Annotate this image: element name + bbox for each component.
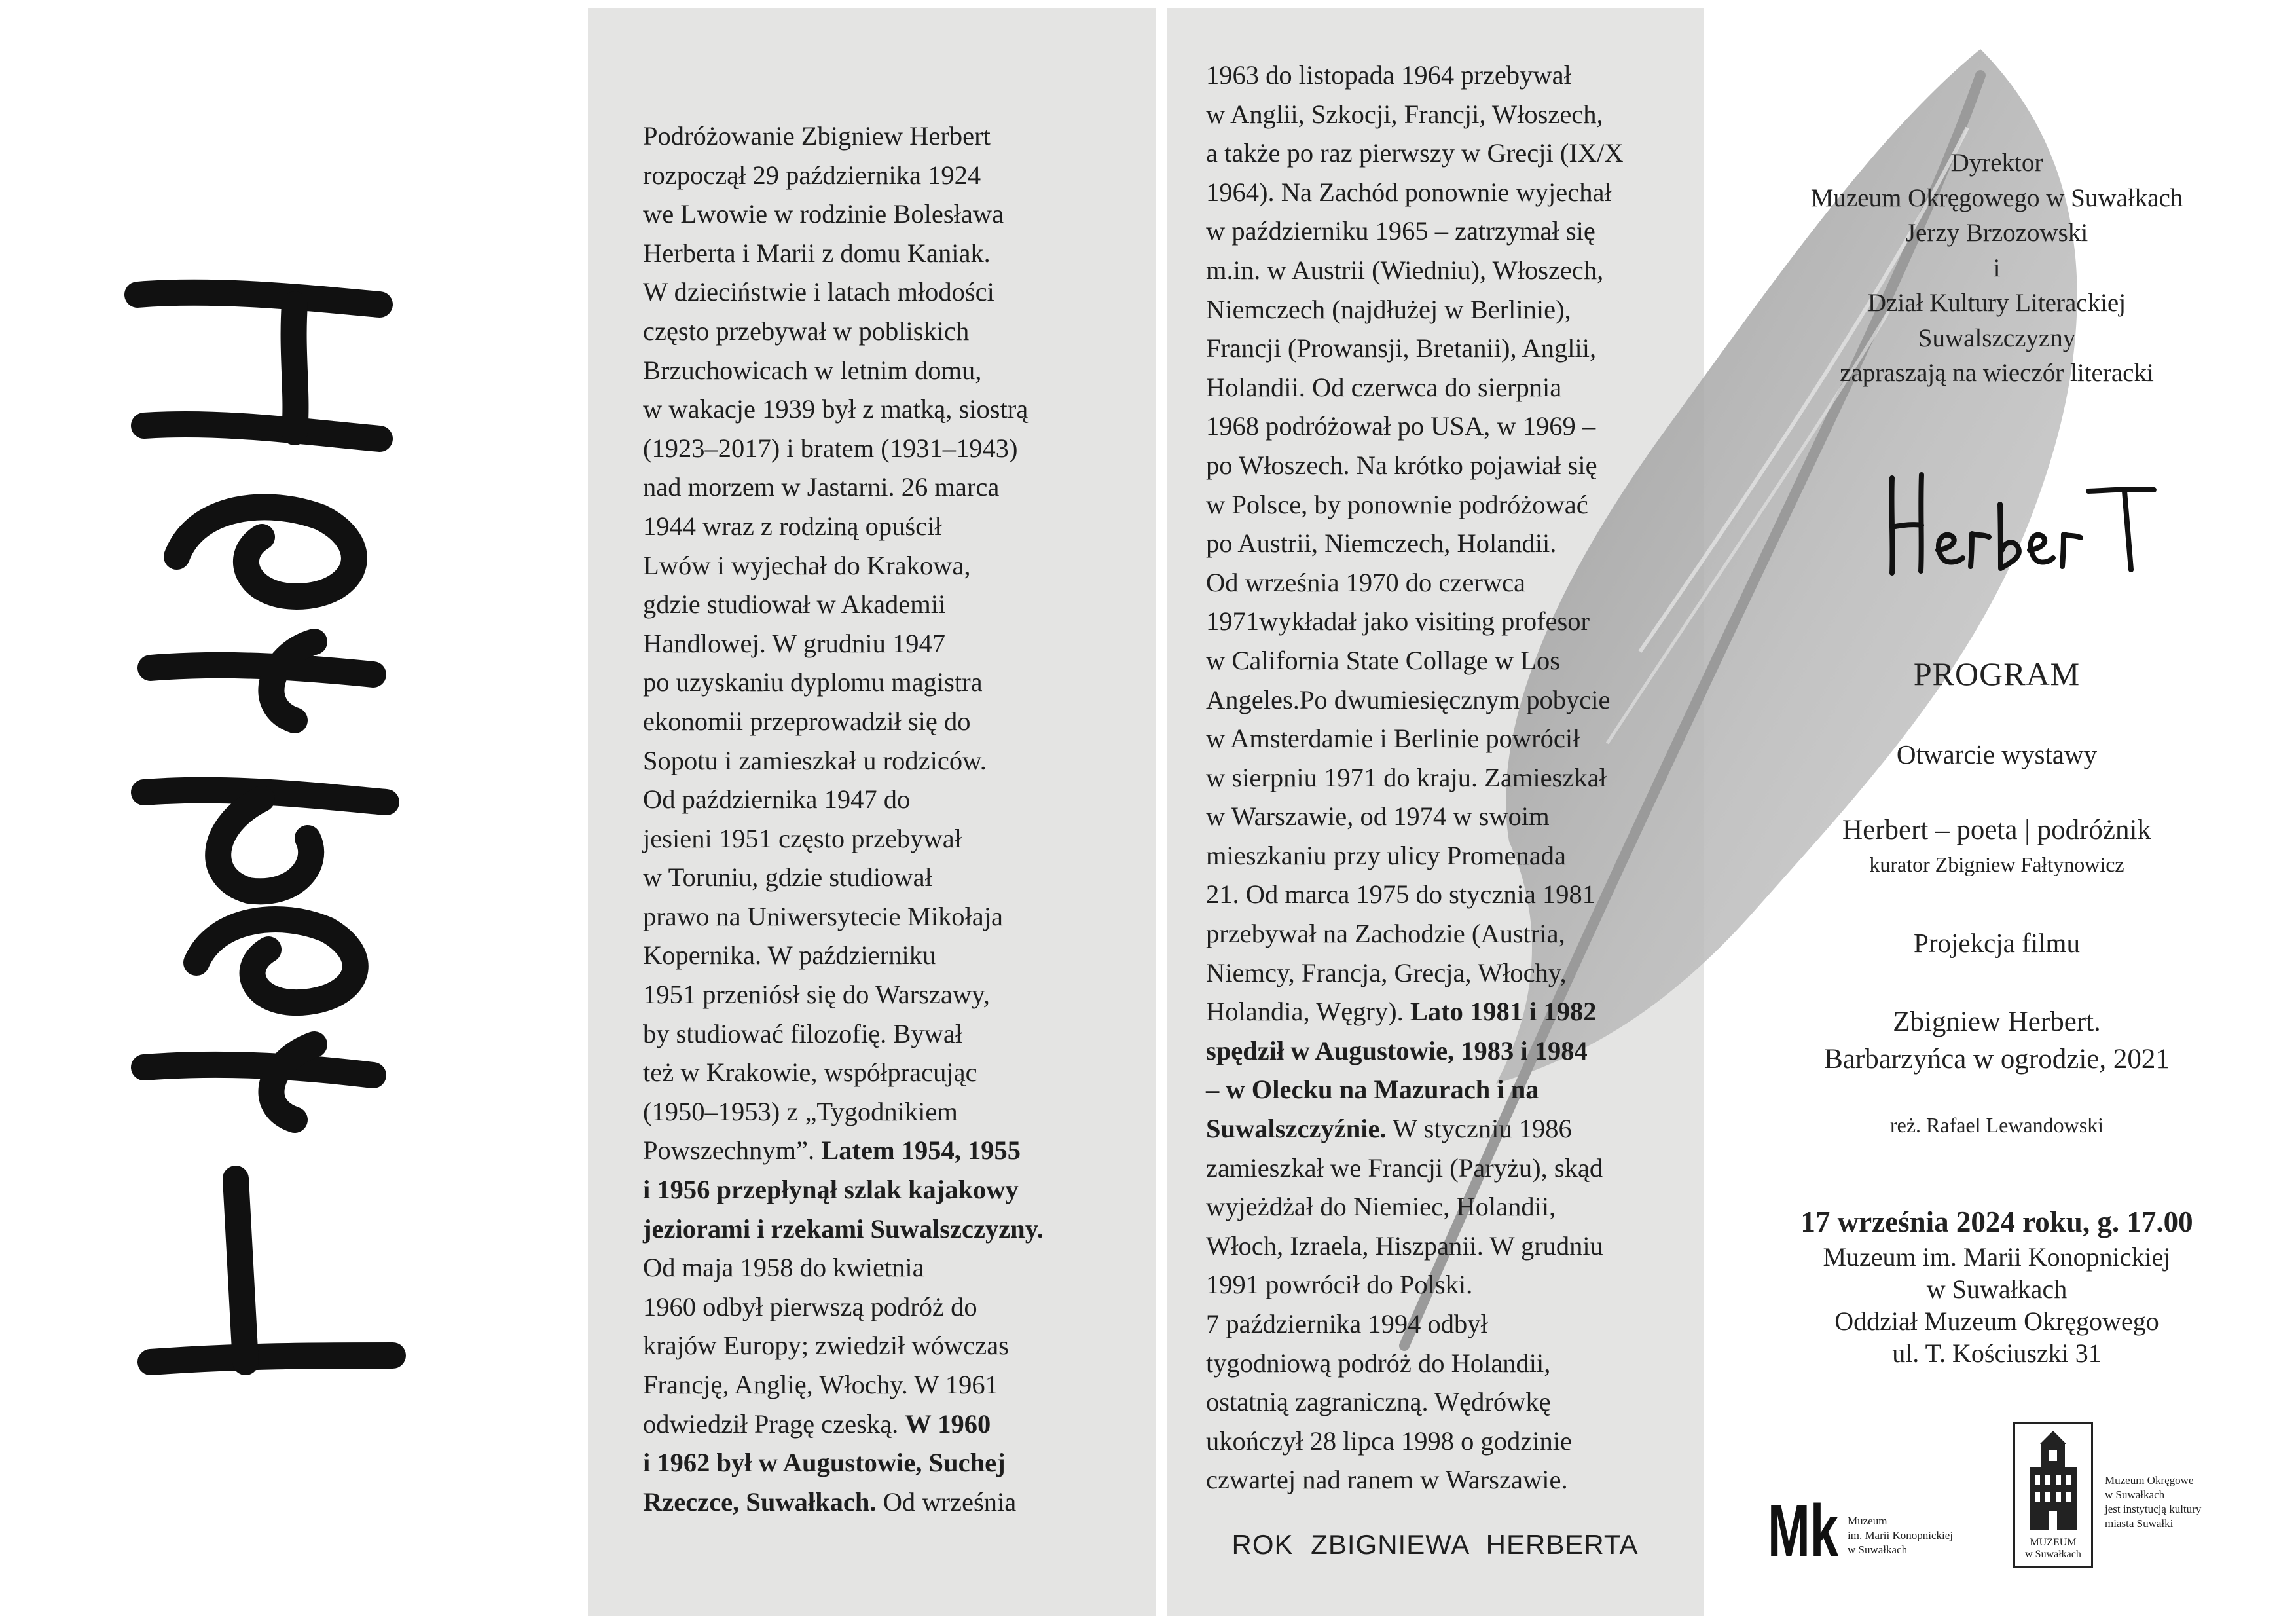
signature-vertical-logo — [98, 249, 406, 1401]
invitation-header: Dyrektor Muzeum Okręgowego w Suwałkach Jerzy Brzozowski i Dział Kultury Literackiej Suwalszczyzny zapraszają na wieczór literacki — [1810, 149, 2183, 387]
event-venue: Muzeum im. Marii Konopnickiej w Suwałkach Oddział Muzeum Okręgowego ul. T. Kościuszki 31 — [1823, 1242, 2171, 1368]
highlighted-passage: W 1960 i 1962 był w Augustowie, Suchej Rzeczce, Suwałkach. — [643, 1409, 1006, 1517]
program-item-screening: Projekcja filmu — [1914, 928, 2080, 958]
text-passage: Od maja 1958 do kwietnia 1960 odbył pierwszą podróż do krajów Europy; zwiedził wówczas Francję, Anglię, Włochy. W 1961 odwiedził Pragę czeską. — [643, 1253, 1009, 1439]
regional-museum-logo-text: Muzeum Okręgowe w Suwałkach jest instytucją kultury miasta Suwałki — [2105, 1474, 2202, 1530]
text-passage: W styczniu 1986 zamieszkał we Francji (Paryżu), skąd wyjeżdżał do Niemiec, Holandii, Włoch, Izraela, Hiszpanii. W grudniu 1991 powrócił do Polski. 7 października 1994 odbył tygodniową podróż do Holandii, ostatnią zagraniczną. Wędrówkę ukończył 28 lipca 1998 o godzinie czwartej nad ranem w Warszawie. — [1206, 1114, 1603, 1495]
highlighted-passage: Latem 1954, 1955 i 1956 przepłynął szlak kajakowy jeziorami i rzekami Suwalszczyzny. — [643, 1135, 1044, 1244]
regional-museum-logo — [2013, 1422, 2229, 1573]
text-passage: Podróżowanie Zbigniew Herbert rozpoczął 29 października 1924 we Lwowie w rodzinie Bolesława Herberta i Marii z domu Kaniak. W dzieciństwie i latach młodości często przebywał w pobliskich Brzuchowicach w letnim domu, w wakacje 1939 był z matką, siostrą (1923–2017) i bratem (1931–1943) nad morzem w Jastarni. 26 marca 1944 wraz z rodziną opuścił Lwów i wyjechał do Krakowa, gdzie studiował w Akademii Handlowej. W grudniu 1947 po uzyskaniu dyplomu magistra ekonomii przeprowadził się do Sopotu i zamieszkał u rodziców. Od października 1947 do jesieni 1951 często przebywał w Toruniu, gdzie studiował prawo na Uniwersytecie Mikołaja Kopernika. W październiku 1951 przeniósł się do Warszawy, by studiować filozofię. Bywał też w Krakowie, współpracując (1950–1953) z „Tygodnikiem Powszechnym”. — [643, 121, 1029, 1166]
museum-emblem-label: MUZEUM w Suwałkach — [2025, 1537, 2081, 1560]
film-title: Zbigniew Herbert. Barbarzyńca w ogrodzie, 2021 — [1824, 1006, 2170, 1075]
director-credit: reż. Rafael Lewandowski — [1889, 1113, 2104, 1137]
curator-credit: kurator Zbigniew Fałtynowicz — [1869, 853, 2124, 876]
biography-column-2 — [1206, 56, 1704, 1500]
konopnicka-museum-logo — [1768, 1486, 1964, 1565]
biography-column-1 — [643, 117, 1140, 1521]
text-passage: 1963 do listopada 1964 przebywał w Anglii, Szkocji, Francji, Włoszech, a także po raz pierwszy w Grecji (IX/X 1964). Na Zachód ponownie wyjechał w październiku 1965 – zatrzymał się m.in. w Austrii (Wiedniu), Włoszech, Niemczech (najdłużej w Berlinie), Francji (Prowansji, Bretanii), Anglii, Holandii. Od czerwca do sierpnia 1968 podróżował po USA, w 1969 – po Włoszech. Na krótko pojawiał się w Polsce, by ponownie podróżować po Austrii, Niemczech, Holandii. Od września 1970 do czerwca 1971wykładał jako visiting profesor w California State Collage w Los Angeles.Po dwumiesięcznym pobycie w Amsterdamie i Berlinie powrócił w sierpniu 1971 do kraju. Zamieszkał w Warszawie, od 1974 w swoim mieszkaniu przy ulicy Promenada 21. Od marca 1975 do stycznia 1981 przebywał na Zachodzie (Austria, Niemcy, Francja, Grecja, Włochy, Holandia, Węgry). — [1206, 60, 1624, 1027]
signature-logo — [1872, 452, 2160, 583]
konopnicka-museum-logo-text: Muzeum im. Marii Konopnickiej w Suwałkach — [1848, 1515, 1954, 1556]
svg-text:Mk: Mk — [1768, 1490, 1839, 1561]
mk-logo-mark — [1768, 1490, 1840, 1561]
highlighted-passage: Lato 1981 i 1982 spędził w Augustowie, 1983 i 1984 – w Olecku na Mazurach i na Suwalszczyźnie. — [1206, 997, 1597, 1144]
museum-building-emblem — [2013, 1422, 2093, 1568]
event-date: 17 września 2024 roku, g. 17.00 — [1800, 1206, 2193, 1238]
program-heading: PROGRAM — [1913, 655, 2081, 692]
exhibition-title: Herbert – poeta | podróżnik — [1842, 815, 2151, 845]
year-of-herbert-footer: ROK ZBIGNIEWA HERBERTA — [1231, 1529, 1639, 1560]
text-passage: Od września — [876, 1486, 1017, 1517]
program-item-opening: Otwarcie wystawy — [1896, 739, 2098, 769]
